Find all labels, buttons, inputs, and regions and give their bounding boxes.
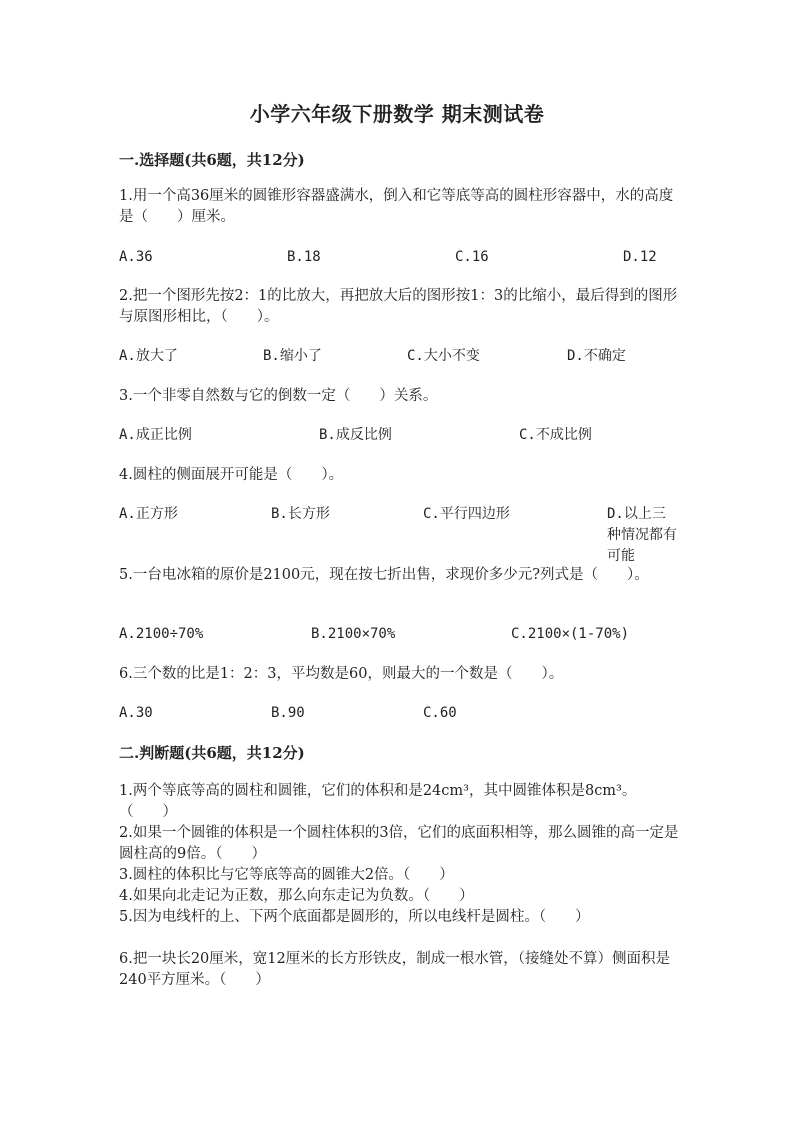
option-a: A.30 [119, 705, 153, 721]
judge-item-6: 6.把一块长20厘米，宽12厘米的长方形铁皮，制成一根水管，（接缝处不算）侧面积是240平方厘米。（ ） [119, 951, 670, 988]
page-title: 小学六年级下册数学 期末测试卷 [249, 102, 545, 126]
option-c: C.不成比例 [519, 427, 592, 443]
option-c: C.60 [423, 705, 457, 721]
option-a: A.2100÷70% [119, 626, 204, 642]
choice-question-5: 5.一台电冰箱的原价是2100元，现在按七折出售，求现价多少元?列式是（ ）。 [119, 567, 649, 583]
choice-question-6: 6.三个数的比是1：2：3，平均数是60，则最大的一个数是（ ）。 [119, 666, 564, 682]
option-c: C.16 [455, 249, 489, 265]
option-a: A.放大了 [119, 348, 178, 364]
option-b: B.2100×70% [311, 626, 396, 642]
option-c: C.平行四边形 [423, 506, 510, 522]
option-b: B.90 [271, 705, 305, 721]
option-d: D.以上三种情况都有可能 [607, 506, 677, 564]
section-heading-choice: 一.选择题(共6题，共12分) [119, 151, 305, 169]
option-b: B.长方形 [271, 506, 330, 522]
option-c: C.2100×(1-70%) [511, 626, 630, 642]
choice-question-4: 4.圆柱的侧面展开可能是（ ）。 [119, 467, 344, 483]
option-a: A.成正比例 [119, 427, 192, 443]
judge-item-3: 3.圆柱的体积比与它等底等高的圆锥大2倍。（ ） [119, 867, 454, 883]
option-b: B.成反比例 [319, 427, 392, 443]
choice-question-2: 2.把一个图形先按2：1的比放大，再把放大后的图形按1：3的比缩小，最后得到的图形与原图形相比，（ ）。 [119, 288, 678, 325]
judge-item-4: 4.如果向北走记为正数，那么向东走记为负数。（ ） [119, 888, 474, 904]
section-heading-judge: 二.判断题(共6题，共12分) [119, 744, 305, 762]
judge-item-5: 5.因为电线杆的上、下两个底面都是圆形的，所以电线杆是圆柱。（ ） [119, 909, 590, 925]
option-d: D.12 [623, 249, 657, 265]
option-b: B.18 [287, 249, 321, 265]
choice-question-1: 1.用一个高36厘米的圆锥形容器盛满水，倒入和它等底等高的圆柱形容器中，水的高度是（ ）厘米。 [119, 188, 674, 225]
option-d: D.不确定 [567, 348, 626, 364]
judge-item-1: 1.两个等底等高的圆柱和圆锥，它们的体积和是24cm³，其中圆锥体积是8cm³。（ ） [119, 783, 637, 820]
option-a: A.36 [119, 249, 153, 265]
option-b: B.缩小了 [263, 348, 322, 364]
judge-item-2: 2.如果一个圆锥的体积是一个圆柱体积的3倍，它们的底面积相等，那么圆锥的高一定是圆柱高的9倍。（ ） [119, 825, 679, 862]
choice-question-3: 3.一个非零自然数与它的倒数一定（ ）关系。 [119, 388, 438, 404]
choice-options-4 [119, 504, 679, 564]
option-c: C.大小不变 [407, 348, 480, 364]
option-a: A.正方形 [119, 506, 178, 522]
